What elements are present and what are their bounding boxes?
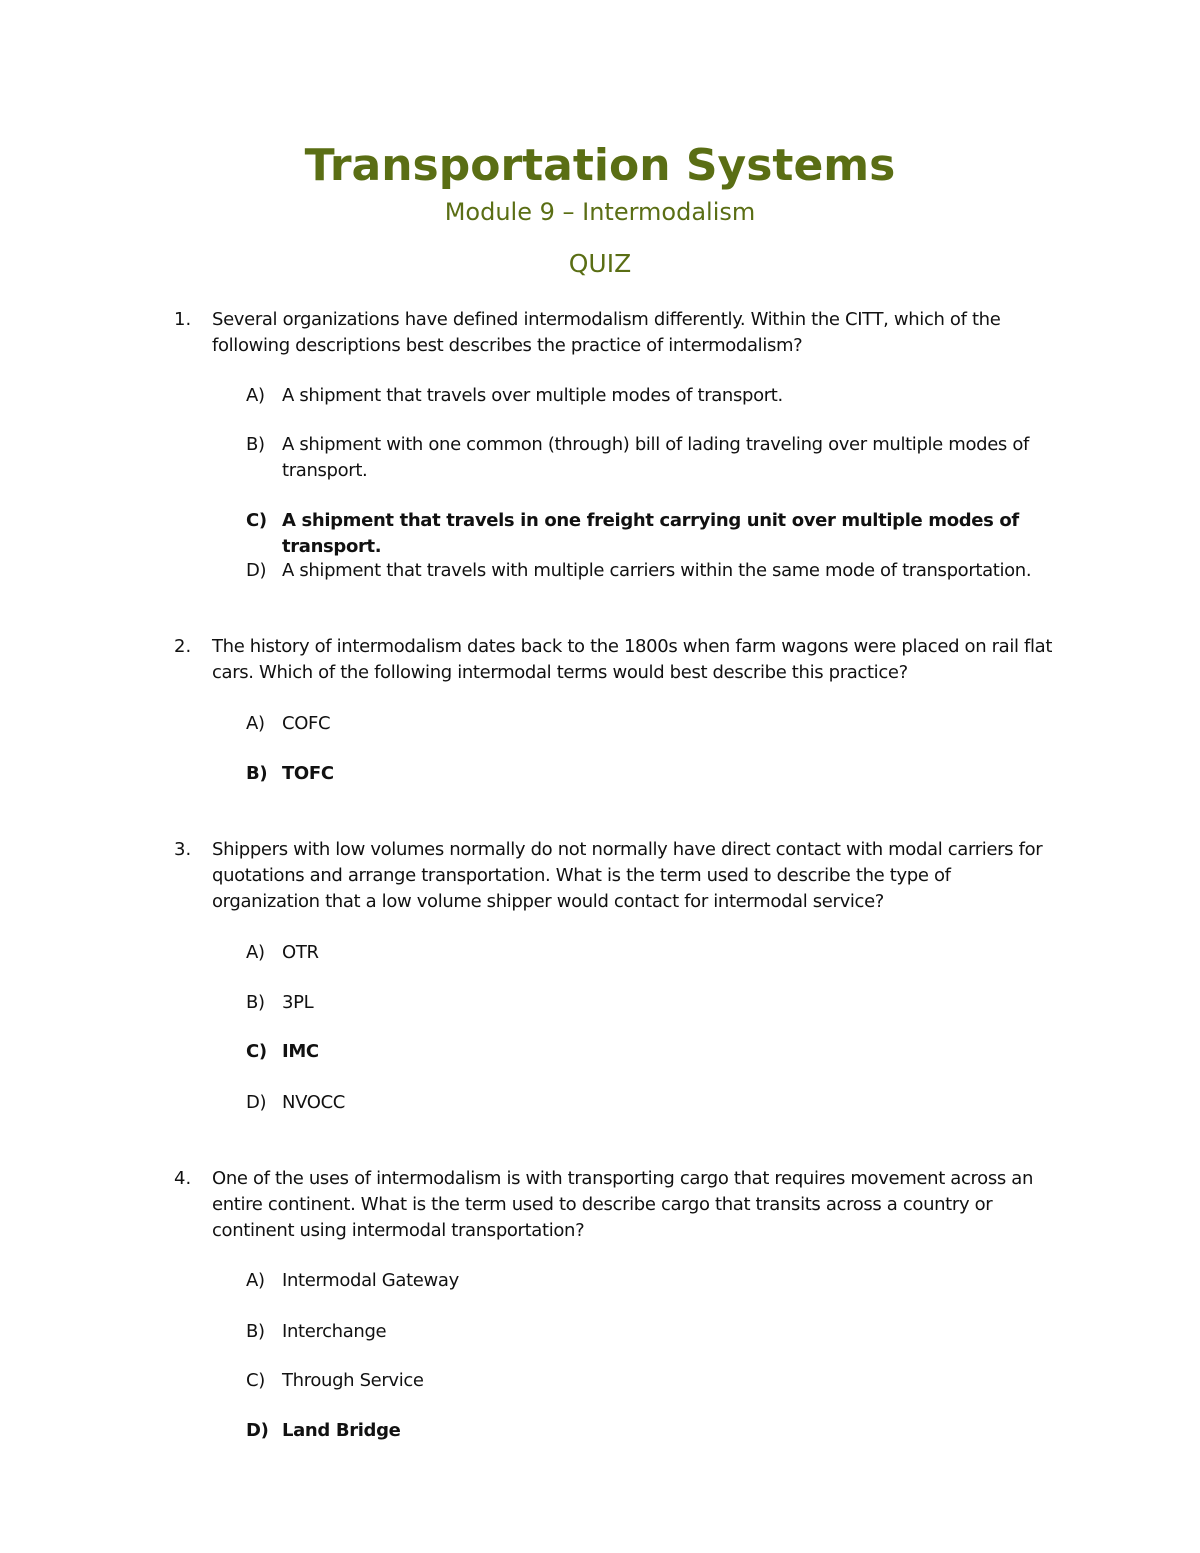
option-letter: C) xyxy=(246,1041,267,1062)
quiz-label: QUIZ xyxy=(568,249,632,278)
module-subtitle: Module 9 – Intermodalism xyxy=(444,198,756,226)
option-text: IMC xyxy=(282,1041,319,1062)
answer-option[interactable] xyxy=(246,711,1066,737)
answer-option[interactable] xyxy=(246,432,1066,484)
document-title: Transportation Systems xyxy=(304,140,896,191)
answer-option[interactable] xyxy=(246,383,1066,409)
question-text: Several organizations have defined intermodalism differently. Within the CITT, which of the following descriptions best describes the practice of intermodalism? xyxy=(212,309,1001,356)
option-text: 3PL xyxy=(282,992,314,1013)
correct-answer-option[interactable] xyxy=(246,1418,1066,1444)
option-letter: A) xyxy=(246,385,265,406)
correct-answer-option[interactable] xyxy=(246,508,1066,560)
option-text: A shipment that travels with multiple carriers within the same mode of transportation. xyxy=(282,560,1032,581)
question-text: The history of intermodalism dates back to the 1800s when farm wagons were placed on rail flat cars. Which of the following intermodal terms would best describe this practice? xyxy=(212,636,1053,683)
answer-option[interactable] xyxy=(246,1319,1066,1345)
option-letter: D) xyxy=(246,1420,269,1441)
option-letter: B) xyxy=(246,992,265,1013)
option-letter: B) xyxy=(246,434,265,455)
option-text: Intermodal Gateway xyxy=(282,1270,459,1291)
option-text: TOFC xyxy=(282,763,334,784)
option-letter: D) xyxy=(246,1092,267,1113)
option-letter: A) xyxy=(246,942,265,963)
option-text: OTR xyxy=(282,942,319,963)
option-text: Land Bridge xyxy=(282,1420,401,1441)
answer-option[interactable] xyxy=(246,1268,1066,1294)
option-text: A shipment with one common (through) bill of lading traveling over multiple modes of transport. xyxy=(282,434,1029,481)
answer-option[interactable] xyxy=(246,940,1066,966)
option-text: Interchange xyxy=(282,1321,387,1342)
question-number: 1. xyxy=(174,309,192,330)
option-letter: C) xyxy=(246,1370,265,1391)
option-letter: A) xyxy=(246,713,265,734)
answer-option[interactable] xyxy=(246,990,1066,1016)
option-text: Through Service xyxy=(282,1370,424,1391)
option-letter: B) xyxy=(246,1321,265,1342)
option-letter: C) xyxy=(246,510,267,531)
answer-option[interactable] xyxy=(246,1090,1066,1116)
option-text: NVOCC xyxy=(282,1092,346,1113)
question-number: 4. xyxy=(174,1168,192,1189)
correct-answer-option[interactable] xyxy=(246,1039,1066,1065)
question-text: Shippers with low volumes normally do not normally have direct contact with modal carriers for quotations and arrange transportation. What is the term used to describe the type of organization that a low volume shipper would contact for intermodal service? xyxy=(212,839,1043,912)
option-text: COFC xyxy=(282,713,331,734)
correct-answer-option[interactable] xyxy=(246,761,1066,787)
answer-option[interactable] xyxy=(246,1368,1066,1394)
option-letter: A) xyxy=(246,1270,265,1291)
option-letter: B) xyxy=(246,763,268,784)
option-text: A shipment that travels in one freight carrying unit over multiple modes of transport. xyxy=(282,510,1019,557)
question-text: One of the uses of intermodalism is with transporting cargo that requires movement across an entire continent. What is the term used to describe cargo that transits across a country or continent using intermodal transportation? xyxy=(212,1168,1034,1241)
option-text: A shipment that travels over multiple modes of transport. xyxy=(282,385,783,406)
question-number: 3. xyxy=(174,839,192,860)
question-number: 2. xyxy=(174,636,192,657)
answer-option[interactable] xyxy=(246,558,1066,584)
option-letter: D) xyxy=(246,560,267,581)
